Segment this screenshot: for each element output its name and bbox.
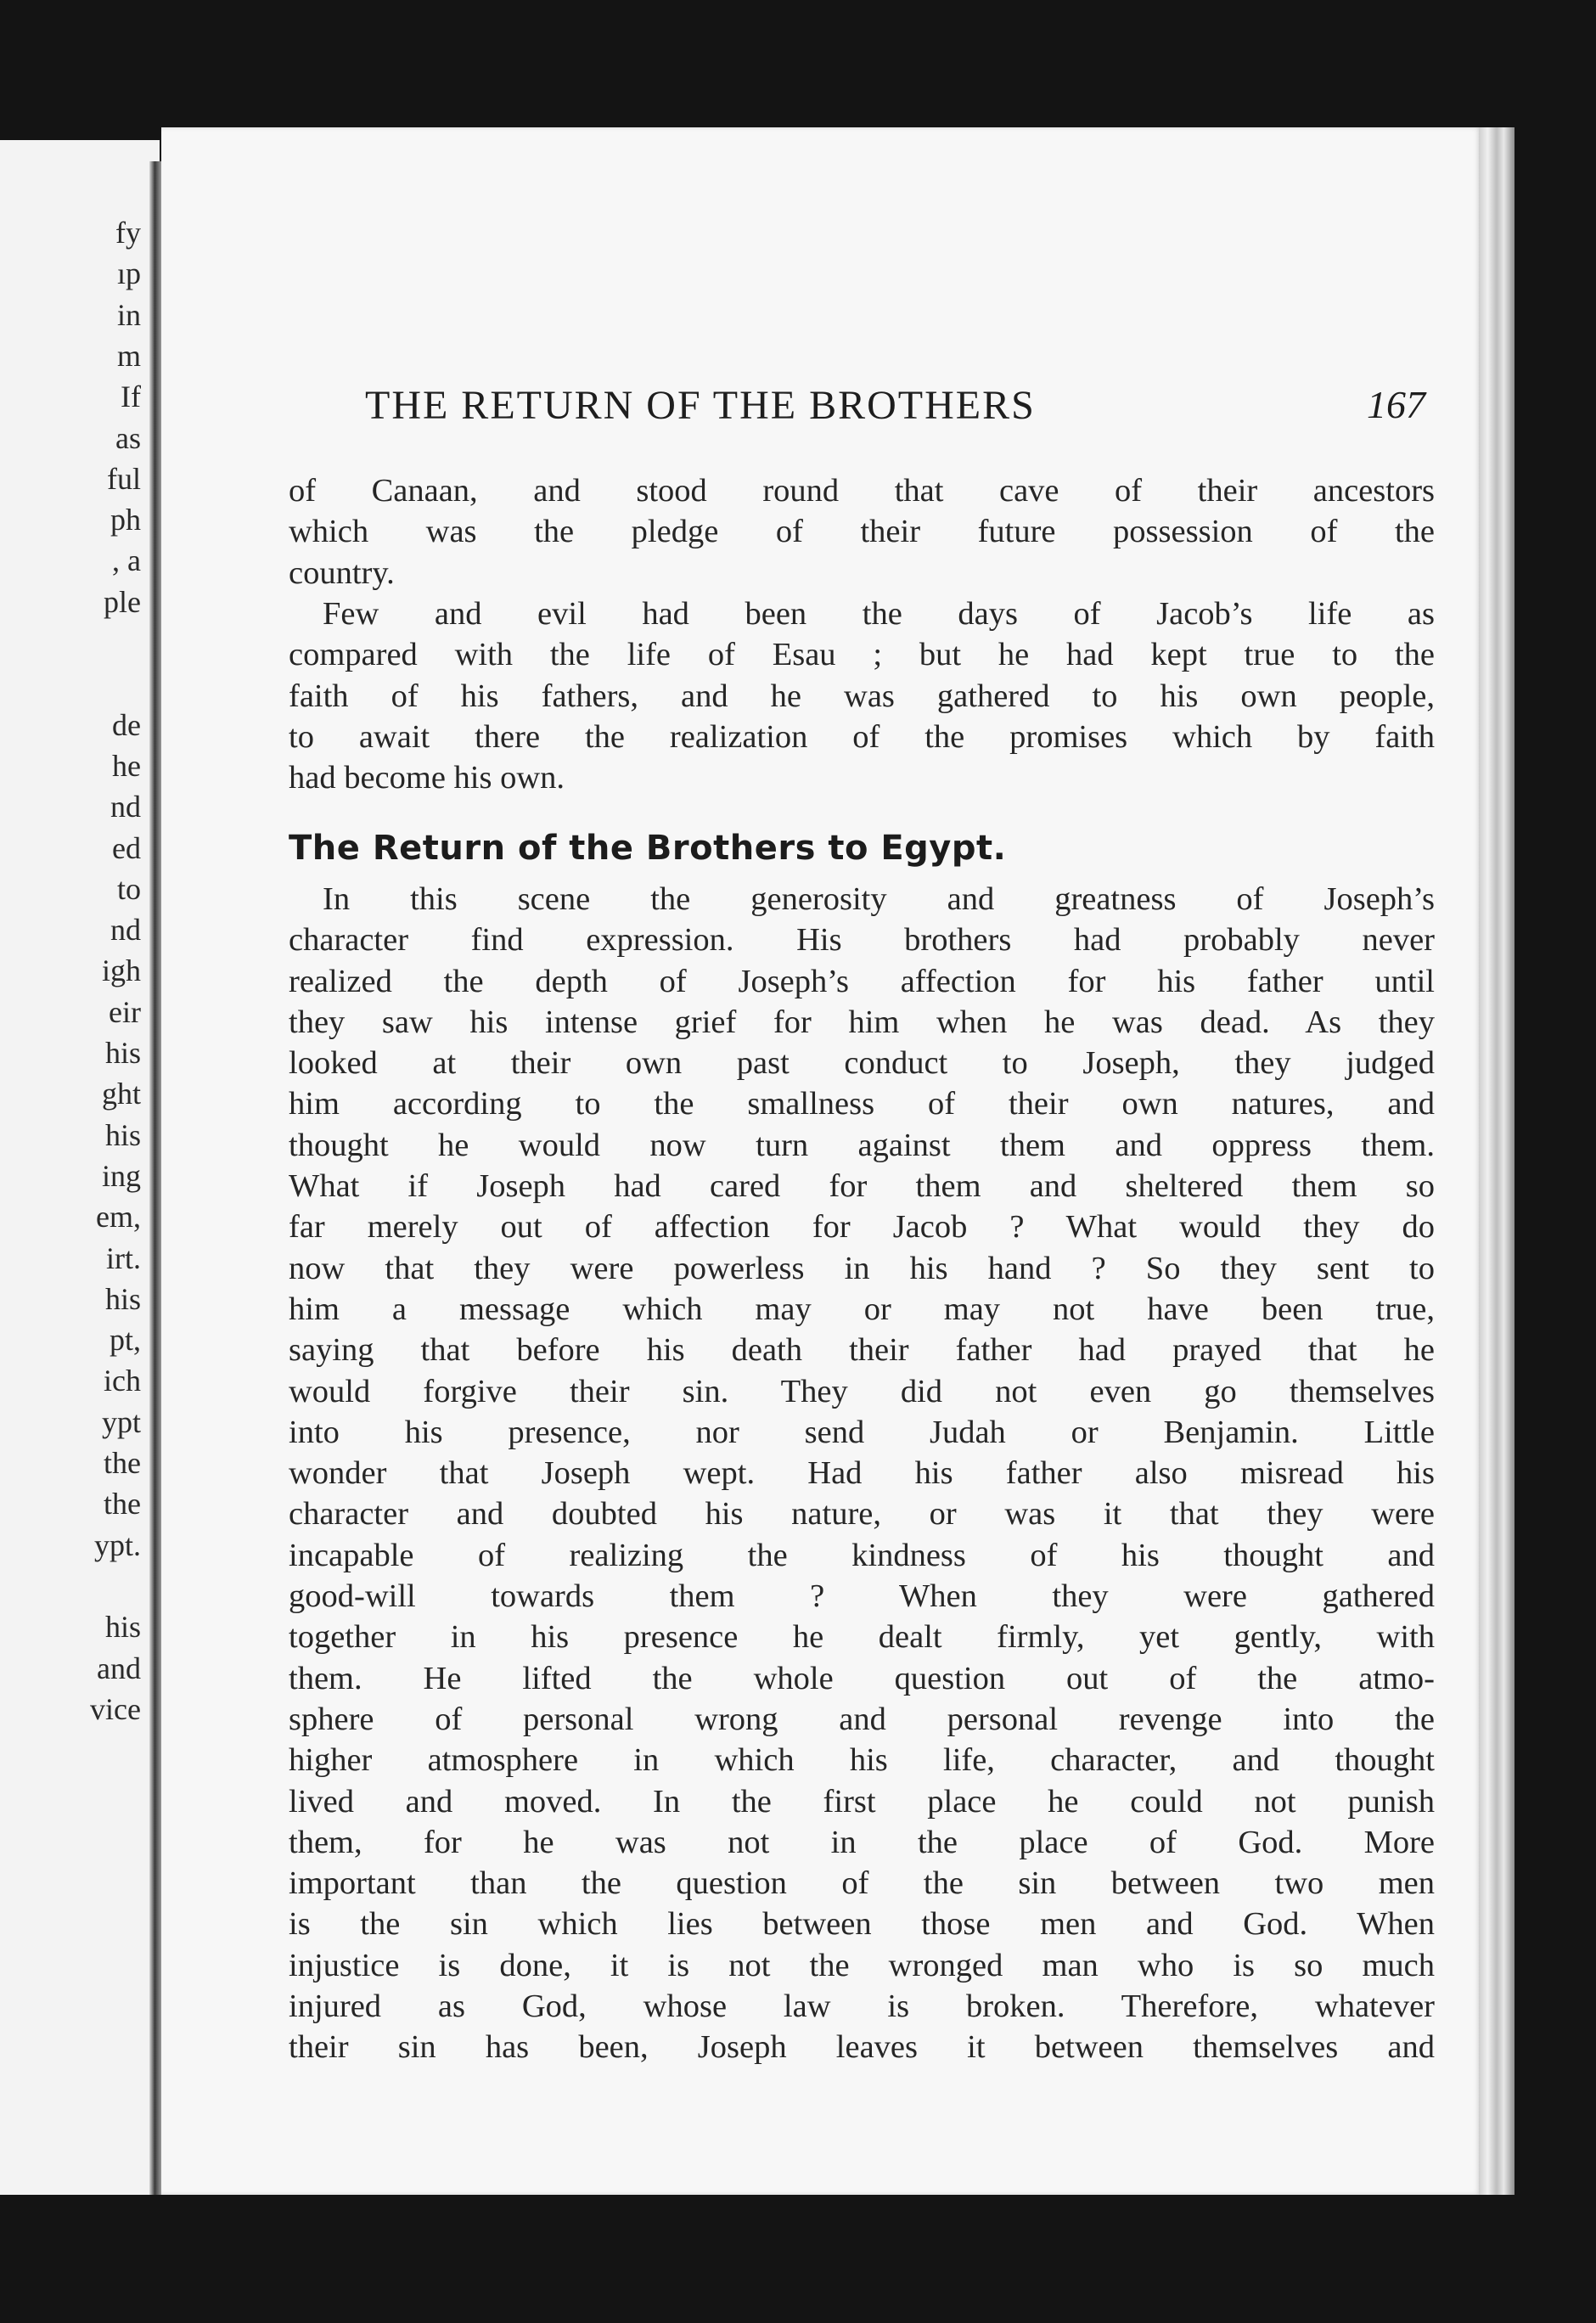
text-line: Few and evil had been the days of Jacob’s life as [323, 596, 1435, 632]
left-page-text-fragment: eir [109, 994, 141, 1029]
text-line: their sin has been, Joseph leaves it between themselves and [289, 2029, 1435, 2066]
left-page-text-fragment: to [116, 871, 141, 906]
page-edge [1479, 127, 1515, 2195]
left-page-text-fragment: his [104, 1281, 141, 1316]
text-line: wonder that Joseph wept. Had his father also misread his [289, 1455, 1435, 1492]
left-page-fragment [0, 140, 160, 2195]
text-line: sphere of personal wrong and personal revenge into the [289, 1701, 1435, 1737]
text-line: injustice is done, it is not the wronged man who is so much [289, 1947, 1435, 1983]
text-line: them, for he was not in the place of God. More [289, 1824, 1435, 1860]
text-line: him a message which may or may not have been true, [289, 1291, 1435, 1327]
left-page-text-fragment: he [112, 748, 141, 783]
running-title: THE RETURN OF THE BROTHERS [365, 383, 1036, 428]
text-line: character and doubted his nature, or was it that they were [289, 1496, 1435, 1533]
text-line: important than the question of the sin between two men [289, 1865, 1435, 1902]
left-page-text-fragment: ıp [116, 256, 141, 291]
text-line: into his presence, nor send Judah or Benjamin. Little [289, 1414, 1435, 1450]
text-line: incapable of realizing the kindness of his thought and [289, 1537, 1435, 1573]
left-page-text-fragment: fy [115, 216, 141, 250]
left-page-text-fragment: ypt. [93, 1527, 141, 1562]
book-gutter [149, 161, 161, 2195]
text-line: character find expression. His brothers had probably never [289, 922, 1435, 959]
text-line: now that they were powerless in his hand ? So they sent to [289, 1250, 1435, 1286]
left-page-text-fragment: vice [90, 1691, 141, 1726]
text-line: is the sin which lies between those men and God. When [289, 1906, 1435, 1943]
text-line: In this scene the generosity and greatness of Joseph’s [323, 881, 1435, 917]
text-line: faith of his fathers, and he was gathered to his own people, [289, 678, 1435, 714]
text-line: What if Joseph had cared for them and sheltered them so [289, 1168, 1435, 1205]
text-line: would forgive their sin. They did not even go themselves [289, 1373, 1435, 1409]
left-page-text-fragment: em, [96, 1200, 141, 1235]
text-line: realized the depth of Joseph’s affection for his father until [289, 963, 1435, 999]
text-line: together in his presence he dealt firmly, yet gently, with [289, 1619, 1435, 1656]
left-page-text-fragment: If [121, 380, 141, 414]
text-line: to await there the realization of the promises which by faith [289, 718, 1435, 755]
left-page-text-fragment: his [104, 1117, 141, 1152]
left-page-text-fragment: nd [110, 790, 141, 824]
left-page-text-fragment: m [116, 338, 141, 373]
text-line: which was the pledge of their future possession of the [289, 514, 1435, 550]
left-page-text-fragment: pt, [109, 1323, 141, 1358]
text-line: lived and moved. In the first place he could not punish [289, 1783, 1435, 1820]
left-page-text-fragment: and [97, 1651, 141, 1685]
text-line: injured as God, whose law is broken. Therefore, whatever [289, 1988, 1435, 2025]
left-page-text-fragment: ypt [101, 1404, 141, 1439]
left-page-text-fragment: nd [110, 913, 141, 948]
left-page-text-fragment: his [104, 1610, 141, 1645]
left-page-text-fragment: his [104, 1036, 141, 1070]
left-page-text-fragment: de [112, 707, 141, 742]
left-page-text-fragment: , a [112, 543, 141, 578]
text-line: thought he would now turn against them and oppress them. [289, 1127, 1435, 1163]
text-line: country. [289, 554, 395, 591]
text-line: far merely out of affection for Jacob ? What would they do [289, 1209, 1435, 1246]
text-line: had become his own. [289, 760, 565, 796]
left-page-text-fragment: igh [101, 953, 141, 988]
text-line: him according to the smallness of their own natures, and [289, 1086, 1435, 1122]
left-page-text-fragment: ph [110, 503, 141, 537]
paragraph-1 [289, 470, 1435, 593]
text-line: higher atmosphere in which his life, character, and thought [289, 1742, 1435, 1779]
left-page-text-fragment: in [116, 297, 141, 332]
left-page-text-fragment: ing [101, 1158, 141, 1193]
text-line: them. He lifted the whole question out of the atmo- [289, 1660, 1435, 1696]
text-line: good-will towards them ? When they were gathered [289, 1578, 1435, 1615]
text-line: compared with the life of Esau ; but he had kept true to the [289, 637, 1435, 673]
running-head [161, 382, 1426, 442]
left-page-text-fragment: the [104, 1487, 141, 1521]
paragraph-3 [289, 879, 1435, 2068]
left-page-text-fragment: ple [104, 584, 141, 619]
left-page-text-fragment: ich [104, 1364, 141, 1398]
left-page-text-fragment: ed [112, 830, 141, 865]
book-page [161, 127, 1481, 2195]
text-line: they saw his intense grief for him when he was dead. As they [289, 1004, 1435, 1040]
section-heading: The Return of the Brothers to Egypt. [289, 829, 1007, 868]
paragraph-2 [289, 593, 1435, 798]
text-line: of Canaan, and stood round that cave of their ancestors [289, 473, 1435, 509]
left-page-text-fragment: the [104, 1446, 141, 1480]
left-page-text-fragment: as [115, 420, 141, 455]
left-page-text-fragment: ful [107, 461, 141, 496]
left-page-text-fragment: ght [101, 1077, 141, 1111]
page-number: 167 [1367, 383, 1425, 426]
text-line: saying that before his death their father had prayed that he [289, 1332, 1435, 1369]
text-line: looked at their own past conduct to Joseph, they judged [289, 1045, 1435, 1082]
left-page-text-fragment: irt. [106, 1240, 141, 1275]
